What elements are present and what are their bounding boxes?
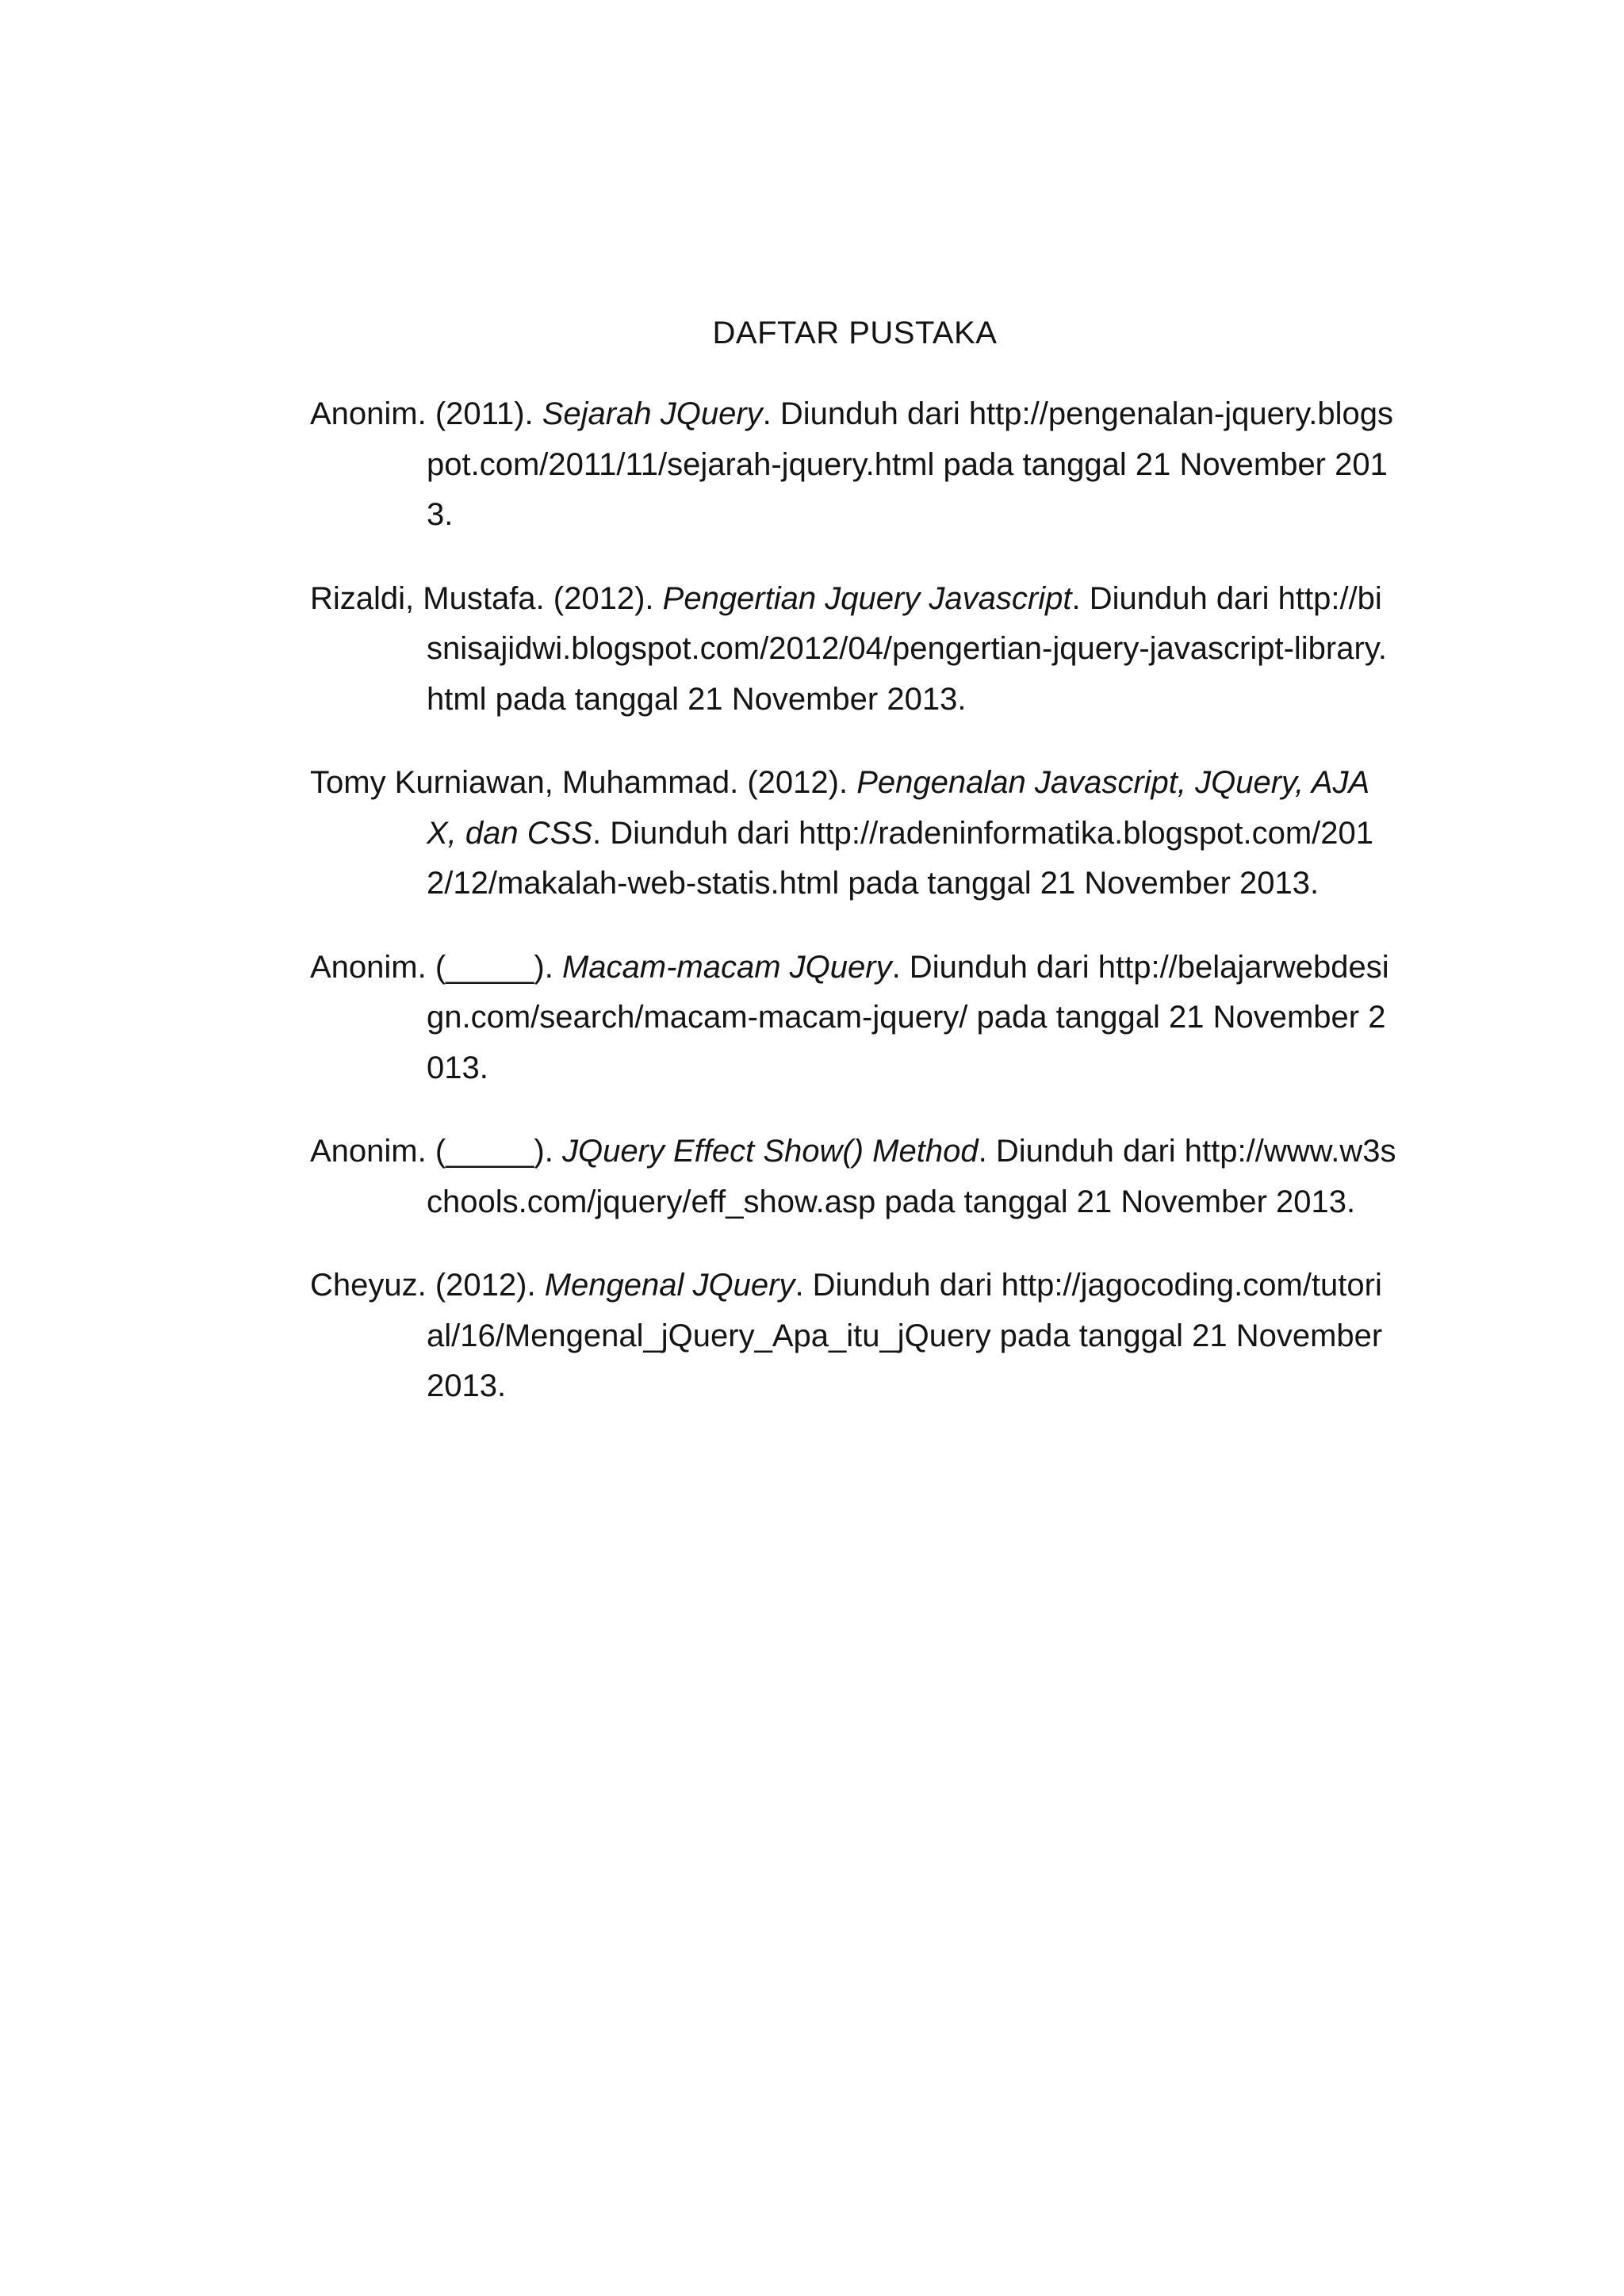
reference-source: . Diunduh dari http://pengenalan-jquery.blogspot.com/2011/11/sejarah-jquery.html pada tanggal 21 November 2013. — [427, 396, 1394, 532]
reference-source: . Diunduh dari http://belajarwebdesign.com/search/macam-macam-jquery/ pada tanggal 21 November 2013. — [427, 949, 1389, 1085]
reference-author-year: Rizaldi, Mustafa. (2012). — [310, 580, 663, 616]
reference-item — [310, 574, 1396, 725]
reference-item — [310, 758, 1396, 909]
reference-list — [310, 389, 1396, 1445]
reference-title: Sejarah JQuery — [542, 396, 763, 431]
reference-author-year: Tomy Kurniawan, Muhammad. (2012). — [310, 765, 857, 800]
reference-item — [310, 1261, 1396, 1412]
reference-source: . Diunduh dari http://www.w3schools.com/jquery/eff_show.asp pada tanggal 21 November 2013. — [427, 1134, 1396, 1219]
reference-title: Macam-macam JQuery — [561, 949, 892, 985]
reference-author-year: Cheyuz. (2012). — [310, 1268, 545, 1303]
reference-item — [310, 1127, 1396, 1227]
reference-source: . Diunduh dari http://jagocoding.com/tutorial/16/Mengenal_jQuery_Apa_itu_jQuery pada tanggal 21 November 2013. — [427, 1268, 1383, 1403]
reference-source: . Diunduh dari http://bisnisajidwi.blogspot.com/2012/04/pengertian-jquery-javascript-library.html pada tanggal 21 November 2013. — [427, 580, 1387, 717]
reference-source: . Diunduh dari http://radeninformatika.blogspot.com/2012/12/makalah-web-statis.html pada tanggal 21 November 2013. — [427, 815, 1374, 901]
reference-item — [310, 943, 1396, 1094]
reference-title: Mengenal JQuery — [544, 1268, 795, 1303]
reference-author-year: Anonim. (_____). — [310, 949, 562, 985]
reference-title: JQuery Effect Show() Method — [561, 1134, 979, 1169]
page-title: DAFTAR PUSTAKA — [712, 316, 998, 350]
reference-title: Pengenalan Javascript, JQuery, AJAX, dan CSS — [427, 765, 1370, 851]
reference-title: Pengertian Jquery Javascript — [662, 580, 1072, 616]
reference-item — [310, 389, 1396, 541]
reference-author-year: Anonim. (2011). — [310, 396, 542, 431]
reference-author-year: Anonim. (_____). — [310, 1134, 562, 1169]
